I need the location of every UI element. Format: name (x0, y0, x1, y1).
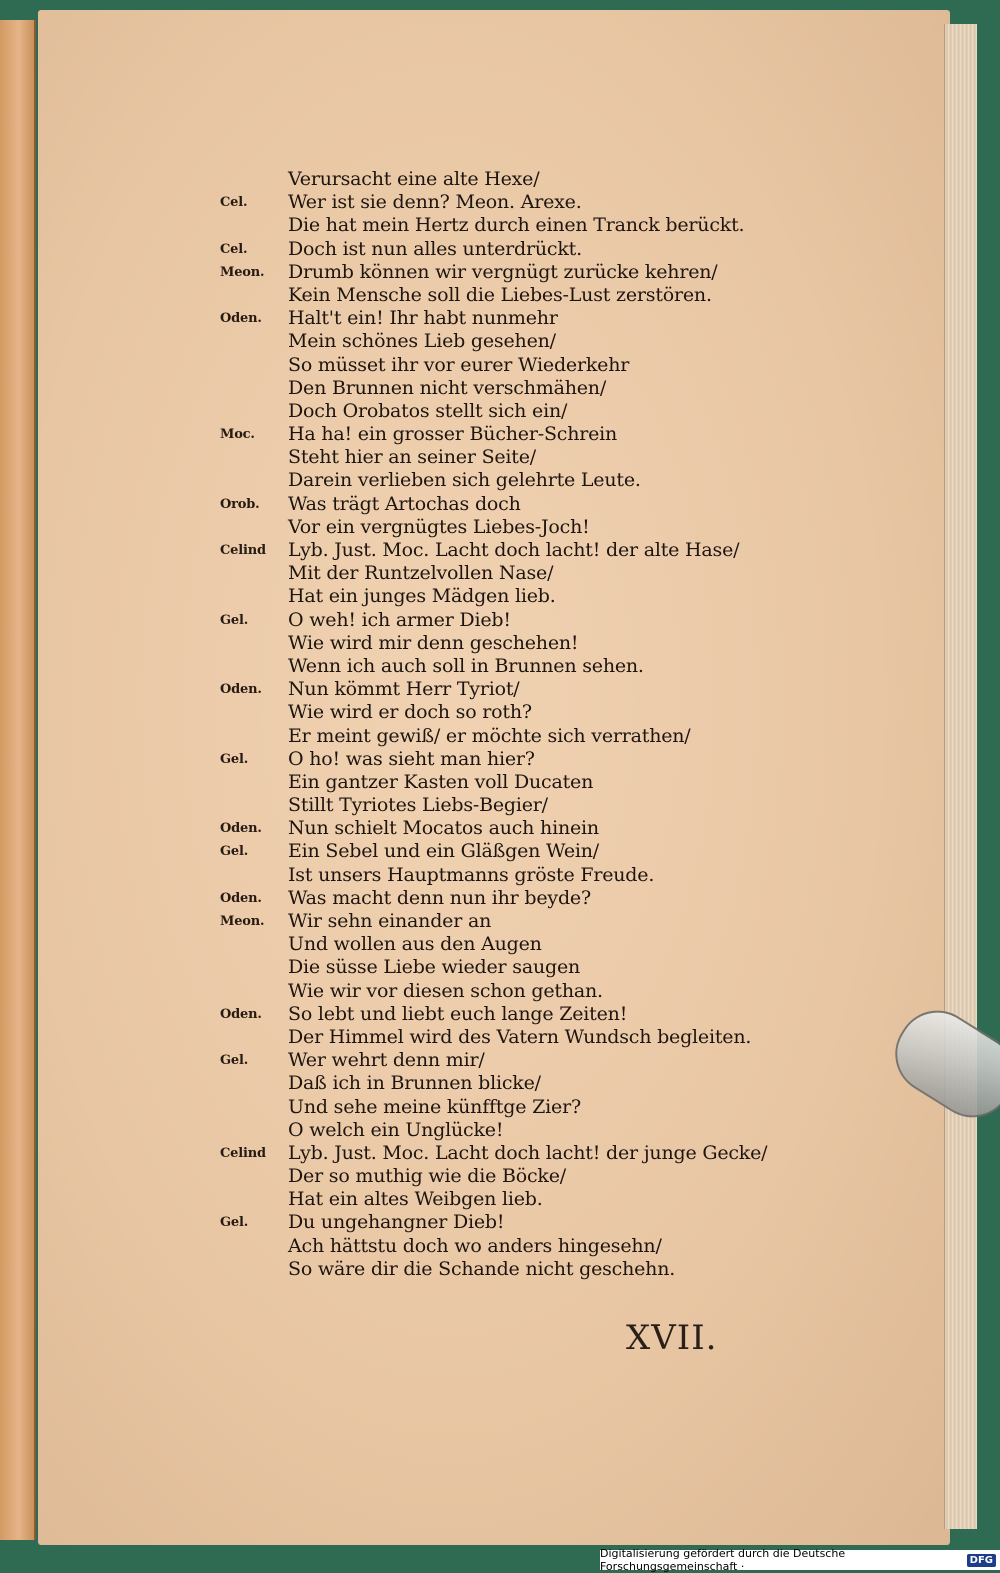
text-line (220, 933, 760, 956)
text-line (220, 1188, 760, 1211)
text-line (220, 238, 760, 261)
verse-text: Doch Orobatos stellt sich ein/ (288, 399, 568, 422)
speaker-label: Meon. (220, 264, 265, 280)
text-line (220, 1211, 760, 1234)
verse-text: Ist unsers Hauptmanns gröste Freude. (288, 863, 655, 886)
text-line (220, 864, 760, 887)
verse-text: Daß ich in Brunnen blicke/ (288, 1072, 541, 1095)
speaker-label: Cel. (220, 195, 248, 211)
text-line (220, 794, 760, 817)
text-line (220, 840, 760, 863)
verse-text: Verursacht eine alte Hexe/ (288, 168, 540, 190)
text-line (220, 307, 760, 330)
play-text (220, 168, 768, 1281)
speaker-label: Celind (220, 543, 266, 558)
text-line (220, 585, 760, 608)
text-line (220, 446, 760, 469)
verse-text: O welch ein Unglücke! (288, 1118, 504, 1141)
text-line (220, 725, 760, 748)
verse-text: Ein gantzer Kasten voll Ducaten (288, 770, 594, 793)
verse-text: Ach hättstu doch wo anders hingesehn/ (288, 1234, 662, 1257)
text-line (220, 516, 760, 539)
text-line (220, 609, 760, 632)
verse-text: Wer wehrt denn mir/ (288, 1049, 485, 1072)
text-line (220, 887, 760, 910)
text-line (220, 284, 760, 307)
verse-text: Stillt Tyriotes Liebs-Begier/ (288, 794, 548, 817)
text-line (220, 655, 760, 678)
speaker-label: Gel. (220, 844, 249, 860)
speaker-label: Oden. (220, 682, 262, 698)
speaker-label: Celind (220, 1145, 266, 1161)
verse-text: Den Brunnen nicht verschmähen/ (288, 376, 607, 399)
verse-text: Nun kömmt Herr Tyriot/ (288, 678, 520, 701)
speaker-label: Meon. (220, 914, 265, 929)
verse-text: Wie wir vor diesen schon gethan. (288, 979, 603, 1002)
text-line (220, 469, 760, 492)
speaker-label: Oden. (220, 890, 262, 906)
verse-text: Doch ist nun alles unterdrückt. (288, 237, 582, 260)
text-line (220, 377, 760, 400)
verse-text: Lyb. Just. Moc. Lacht doch lacht! der alte Hase/ (288, 539, 740, 561)
text-line (220, 400, 760, 423)
verse-text: Ein Sebel und ein Gläßgen Wein/ (288, 840, 599, 863)
verse-text: So lebt und liebt euch lange Zeiten! (288, 1002, 628, 1025)
verse-text: Vor ein vergnügtes Liebes-Joch! (288, 515, 590, 538)
verse-text: Drumb können wir vergnügt zurücke kehren/ (288, 260, 718, 283)
verse-text: Wie wird er doch so roth? (288, 701, 532, 724)
verse-text: Und sehe meine künfftge Zier? (288, 1095, 581, 1118)
speaker-label: Gel. (220, 1215, 249, 1231)
verse-text: So wäre dir die Schande nicht geschehn. (288, 1257, 676, 1280)
verse-text: O ho! was sieht man hier? (288, 747, 535, 770)
text-line (220, 191, 760, 214)
page-stack-edge (944, 24, 977, 1529)
verse-text: Mein schönes Lieb gesehen/ (288, 330, 556, 353)
verse-text: Hat ein altes Weibgen lieb. (288, 1188, 543, 1211)
verse-text: Wer ist sie denn? Meon. Arexe. (288, 191, 582, 214)
verse-text: Die hat mein Hertz durch einen Tranck berückt. (288, 214, 745, 237)
verse-text: Darein verlieben sich gelehrte Leute. (288, 469, 641, 492)
verse-text: Und wollen aus den Augen (288, 933, 542, 956)
speaker-label: Cel. (220, 241, 248, 257)
verse-text: Was macht denn nun ihr beyde? (288, 886, 591, 909)
text-line (220, 1119, 760, 1142)
text-line (220, 539, 760, 562)
verse-text: Der Himmel wird des Vatern Wundsch begleiten. (288, 1025, 752, 1048)
text-line (220, 1026, 760, 1049)
verse-text: Ha ha! ein grosser Bücher-Schrein (288, 423, 618, 446)
verse-text: Wenn ich auch soll in Brunnen sehen. (288, 654, 644, 677)
verse-text: Er meint gewiß/ er möchte sich verrathen/ (288, 724, 691, 747)
text-line (220, 771, 760, 794)
text-line (220, 1258, 760, 1281)
text-line (220, 748, 760, 771)
verse-text: Steht hier an seiner Seite/ (288, 446, 536, 469)
speaker-label: Orob. (220, 496, 260, 512)
text-line (220, 354, 760, 377)
text-line (220, 817, 760, 840)
footer-bar (600, 1547, 1000, 1573)
verse-text: Kein Mensche soll die Liebes-Lust zerstören. (288, 283, 712, 306)
verse-text: Nun schielt Mocatos auch hinein (288, 817, 599, 840)
verse-text: So müsset ihr vor eurer Wiederkehr (288, 353, 630, 376)
text-line (220, 1141, 768, 1165)
verse-text: Wie wird mir denn geschehen! (288, 631, 579, 654)
text-line (220, 493, 760, 516)
text-line (220, 956, 760, 979)
text-line (220, 1235, 760, 1258)
text-line (220, 214, 760, 237)
signature-mark: XVII. (626, 1318, 718, 1358)
text-line (220, 1072, 760, 1095)
speaker-label: Oden. (220, 1006, 262, 1022)
speaker-label: Moc. (220, 427, 255, 443)
text-line (220, 168, 760, 191)
text-line (220, 261, 760, 284)
text-line (220, 562, 760, 585)
verse-text: Lyb. Just. Moc. Lacht doch lacht! der junge Gecke/ (288, 1141, 768, 1164)
speaker-label: Gel. (220, 1053, 249, 1069)
text-line (220, 423, 760, 446)
text-line (220, 701, 760, 724)
verse-text: Hat ein junges Mädgen lieb. (288, 585, 556, 608)
speaker-label: Oden. (220, 311, 262, 327)
verse-text: Die süsse Liebe wieder saugen (288, 956, 581, 979)
text-line (220, 678, 760, 701)
verse-text: Du ungehangner Dieb! (288, 1211, 505, 1234)
verse-text: Halt't ein! Ihr habt nunmehr (288, 307, 558, 330)
text-line (220, 330, 760, 353)
verse-text: Der so muthig wie die Böcke/ (288, 1165, 566, 1188)
speaker-label: Gel. (220, 612, 249, 628)
verse-text: Wir sehn einander an (288, 910, 492, 932)
speaker-label: Gel. (220, 751, 249, 767)
text-line (220, 1096, 760, 1119)
verse-text: Was trägt Artochas doch (288, 492, 521, 515)
text-line (220, 1165, 760, 1188)
verse-text: Mit der Runtzelvollen Nase/ (288, 562, 554, 585)
dfg-logo: DFG (967, 1554, 996, 1567)
left-page-edge (0, 20, 36, 1540)
footer-text: Digitalisierung gefördert durch die Deutsche Forschungsgemeinschaft · (600, 1547, 846, 1573)
verse-text: O weh! ich armer Dieb! (288, 608, 511, 631)
text-line (220, 1003, 760, 1026)
text-line (220, 910, 760, 933)
text-line (220, 1049, 760, 1072)
text-line (220, 980, 760, 1003)
text-line (220, 632, 760, 655)
speaker-label: Oden. (220, 821, 262, 837)
